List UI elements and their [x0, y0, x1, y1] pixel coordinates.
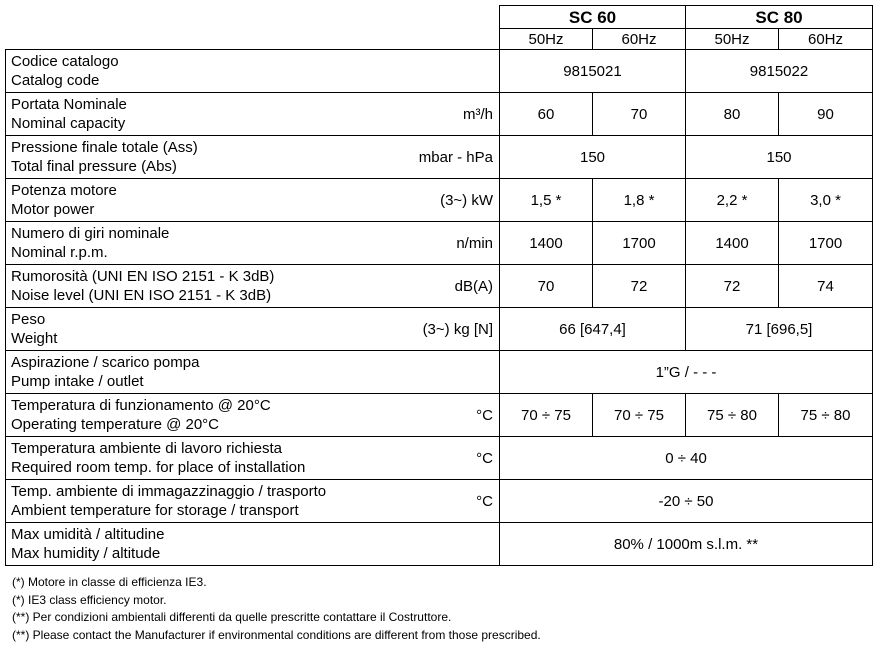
value-cell: 3,0 *: [779, 179, 873, 222]
spec-row: [6, 179, 873, 222]
row-unit: °C: [414, 480, 500, 523]
label-italian: Rumorosità (UNI EN ISO 2151 - K 3dB): [11, 268, 275, 285]
spec-row: [6, 308, 873, 351]
row-unit: (3~) kg [N]: [414, 308, 500, 351]
row-label: [6, 265, 414, 308]
label-english: Total final pressure (Abs): [11, 158, 177, 175]
value-cell: 9815021: [500, 50, 686, 93]
spec-row: [6, 222, 873, 265]
row-unit: °C: [414, 394, 500, 437]
row-unit: mbar - hPa: [414, 136, 500, 179]
row-unit: n/min: [414, 222, 500, 265]
row-label: [6, 50, 414, 93]
value-cell: 1”G / - - -: [500, 351, 873, 394]
spec-row: [6, 351, 873, 394]
label-italian: Peso: [11, 311, 46, 328]
value-cell: 9815022: [686, 50, 873, 93]
spec-row: [6, 480, 873, 523]
freq-header-sc80-60hz: 60Hz: [779, 29, 873, 50]
spec-row: [6, 394, 873, 437]
value-cell: 90: [779, 93, 873, 136]
row-label: [6, 351, 414, 394]
label-italian: Numero di giri nominale: [11, 225, 170, 242]
value-cell: 1700: [779, 222, 873, 265]
row-label: [6, 437, 414, 480]
label-english: Nominal capacity: [11, 115, 126, 132]
spec-row: [6, 50, 873, 93]
value-cell: 74: [779, 265, 873, 308]
label-italian: Pressione finale totale (Ass): [11, 139, 198, 156]
value-cell: 72: [593, 265, 686, 308]
value-cell: 70 ÷ 75: [593, 394, 686, 437]
label-english: Noise level (UNI EN ISO 2151 - K 3dB): [11, 287, 272, 304]
value-cell: 1400: [500, 222, 593, 265]
row-unit: (3~) kW: [414, 179, 500, 222]
row-unit: [414, 351, 500, 394]
label-english: Ambient temperature for storage / transport: [11, 502, 299, 519]
value-cell: 80% / 1000m s.l.m. **: [500, 523, 873, 566]
value-cell: 75 ÷ 80: [686, 394, 779, 437]
label-english: Required room temp. for place of installation: [11, 459, 306, 476]
label-english: Catalog code: [11, 72, 100, 89]
label-english: Pump intake / outlet: [11, 373, 144, 390]
label-italian: Temperatura ambiente di lavoro richiesta: [11, 440, 282, 457]
label-english: Operating temperature @ 20°C: [11, 416, 219, 433]
model-header-sc80: SC 80: [686, 6, 873, 29]
value-cell: 150: [500, 136, 686, 179]
footnote-line: (*) Motore in classe di efficienza IE3.: [12, 575, 207, 589]
footnote-line: (**) Per condizioni ambientali differenti da quelle prescritte contattare il Costruttore.: [12, 610, 452, 624]
value-cell: 1,8 *: [593, 179, 686, 222]
value-cell: 1400: [686, 222, 779, 265]
value-cell: -20 ÷ 50: [500, 480, 873, 523]
row-label: [6, 136, 414, 179]
value-cell: 70 ÷ 75: [500, 394, 593, 437]
row-unit: m³/h: [414, 93, 500, 136]
label-italian: Temp. ambiente di immagazzinaggio / trasporto: [11, 483, 327, 500]
row-label: [6, 93, 414, 136]
row-unit: dB(A): [414, 265, 500, 308]
value-cell: 2,2 *: [686, 179, 779, 222]
model-header-row: [6, 6, 873, 29]
spec-row: [6, 136, 873, 179]
spec-row: [6, 437, 873, 480]
row-label: [6, 394, 414, 437]
row-unit: °C: [414, 437, 500, 480]
value-cell: 150: [686, 136, 873, 179]
row-label: [6, 480, 414, 523]
label-english: Weight: [11, 330, 58, 347]
footnote-line: (**) Please contact the Manufacturer if environmental conditions are different from those prescribed.: [12, 627, 541, 642]
freq-header-sc80-50hz: 50Hz: [686, 29, 779, 50]
footnotes: [12, 574, 541, 644]
footnote-line: (*) IE3 class efficiency motor.: [12, 592, 167, 607]
label-italian: Temperatura di funzionamento @ 20°C: [11, 397, 271, 414]
spec-table: [5, 5, 873, 566]
label-italian: Max umidità / altitudine: [11, 526, 165, 543]
label-italian: Potenza motore: [11, 182, 117, 199]
value-cell: 72: [686, 265, 779, 308]
value-cell: 80: [686, 93, 779, 136]
row-unit: [414, 50, 500, 93]
value-cell: 71 [696,5]: [686, 308, 873, 351]
spec-row: [6, 265, 873, 308]
value-cell: 70: [593, 93, 686, 136]
value-cell: 60: [500, 93, 593, 136]
spec-row: [6, 523, 873, 566]
label-italian: Codice catalogo: [11, 53, 119, 70]
spec-row: [6, 93, 873, 136]
freq-header-sc60-50hz: 50Hz: [500, 29, 593, 50]
value-cell: 66 [647,4]: [500, 308, 686, 351]
row-unit: [414, 523, 500, 566]
row-label: [6, 523, 414, 566]
label-english: Motor power: [11, 201, 95, 218]
label-english: Nominal r.p.m.: [11, 244, 108, 261]
row-label: [6, 308, 414, 351]
label-italian: Portata Nominale: [11, 96, 127, 113]
header-blank-cell: [6, 6, 500, 50]
value-cell: 1700: [593, 222, 686, 265]
row-label: [6, 222, 414, 265]
row-label: [6, 179, 414, 222]
freq-header-sc60-60hz: 60Hz: [593, 29, 686, 50]
label-italian: Aspirazione / scarico pompa: [11, 354, 200, 371]
label-english: Max humidity / altitude: [11, 545, 161, 562]
value-cell: 1,5 *: [500, 179, 593, 222]
value-cell: 75 ÷ 80: [779, 394, 873, 437]
value-cell: 70: [500, 265, 593, 308]
value-cell: 0 ÷ 40: [500, 437, 873, 480]
model-header-sc60: SC 60: [500, 6, 686, 29]
